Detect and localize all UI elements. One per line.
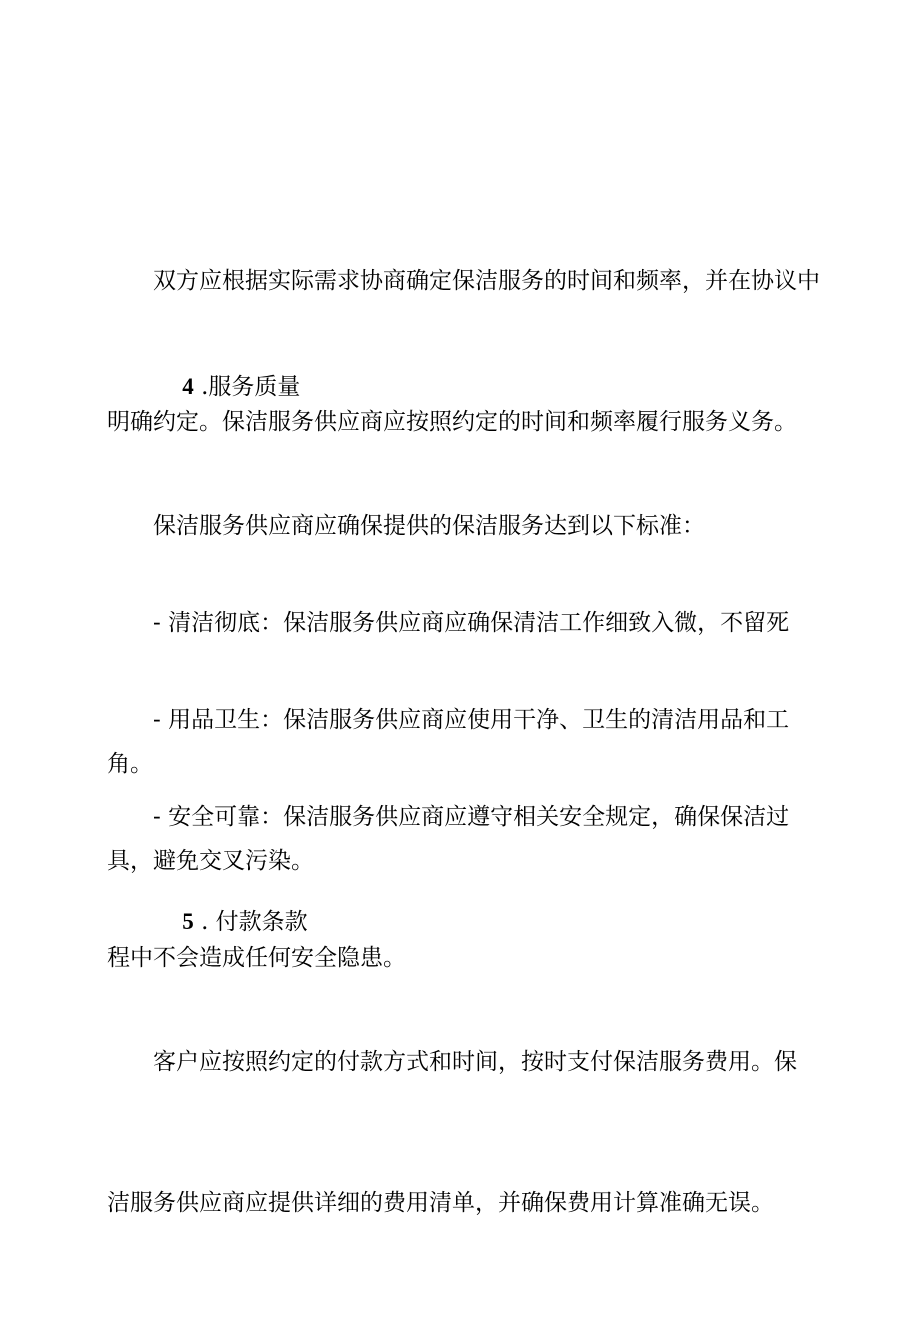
paragraph-line: 双方应根据实际需求协商确定保洁服务的时间和频率，并在协议中 (153, 268, 820, 294)
paragraph-line: 洁服务供应商应提供详细的费用清单，并确保费用计算准确无误。 (107, 1190, 774, 1216)
section-title: .服务质量 (201, 374, 301, 400)
section-number: 4 (182, 374, 194, 399)
paragraph-line: 客户应按照约定的付款方式和时间，按时支付保洁服务费用。保 (153, 1049, 797, 1075)
list-item-line: - 安全可靠：保洁服务供应商应遵守相关安全规定，确保保洁过 (153, 804, 790, 830)
list-item-line: 角。 (107, 751, 153, 777)
list-item-line: 具，避免交叉污染。 (107, 848, 314, 874)
list-item-line: - 用品卫生：保洁服务供应商应使用干净、卫生的清洁用品和工 (153, 707, 790, 733)
payment-paragraph (0, 945, 920, 1321)
list-item-line: - 清洁彻底：保洁服务供应商应确保清洁工作细致入微，不留死 (153, 610, 790, 636)
paragraph-line: 保洁服务供应商应确保提供的保洁服务达到以下标准： (153, 513, 705, 539)
section-number: 5 (182, 909, 194, 934)
section-title: . 付款条款 (201, 909, 308, 935)
paragraph-line: 明确约定。保洁服务供应商应按照约定的时间和频率履行服务义务。 (107, 409, 797, 435)
list-item-line: 程中不会造成任何安全隐患。 (107, 945, 406, 971)
